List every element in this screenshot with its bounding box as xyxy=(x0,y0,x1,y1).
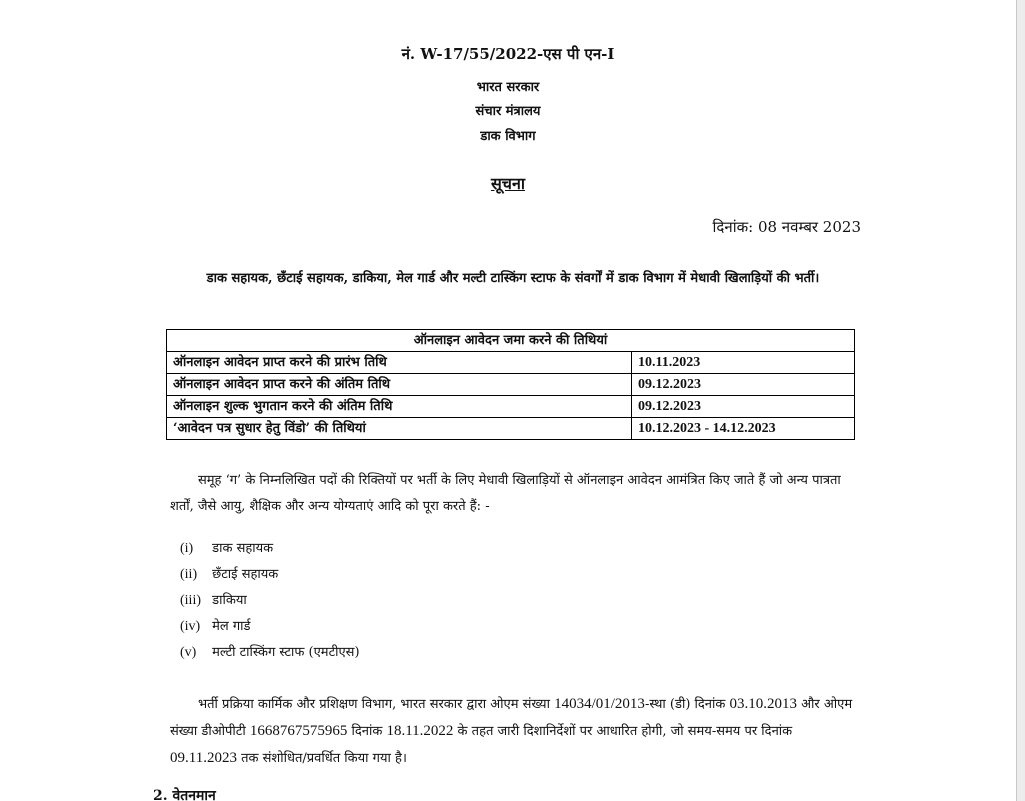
table-row xyxy=(167,396,855,418)
table-row xyxy=(167,352,855,374)
amendment-date: 09.11.2023 xyxy=(170,750,237,766)
posts-list xyxy=(180,536,360,666)
process-text: तक संशोधित/प्रवर्धित किया गया है। xyxy=(236,751,407,766)
table-header-row xyxy=(167,330,855,352)
list-item xyxy=(180,536,360,562)
row-value: 09.12.2023 xyxy=(632,374,855,396)
row-label: ऑनलाइन शुल्क भुगतान करने की अंतिम तिथि xyxy=(167,396,632,418)
list-item xyxy=(180,640,360,666)
list-item-label: डाक सहायक xyxy=(212,541,274,556)
table-row xyxy=(167,418,855,440)
process-text: के तहत जारी दिशानिर्देशों पर आधारित होगी, जो समय-समय पर दिनांक xyxy=(453,724,793,739)
dopt-om-number: 1668767575965 xyxy=(249,723,348,739)
ministry-line: संचार मंत्रालय xyxy=(475,104,541,119)
list-item-number: (iii) xyxy=(180,593,201,608)
reference-number: नं. W-17/55/2022-एस पी एन-I xyxy=(401,45,615,63)
process-paragraph xyxy=(170,691,860,772)
process-text: भर्ती प्रक्रिया कार्मिक और प्रशिक्षण विभाग, भारत सरकार द्वारा ओएम संख्या xyxy=(198,697,555,712)
list-item xyxy=(180,562,360,588)
department-line: डाक विभाग xyxy=(480,129,536,144)
table-row xyxy=(167,374,855,396)
application-dates-table xyxy=(166,329,855,440)
list-item xyxy=(180,614,360,640)
row-label: ऑनलाइन आवेदन प्राप्त करने की प्रारंभ तिथि xyxy=(167,352,632,374)
dopt-om-date: 18.11.2022 xyxy=(386,723,454,739)
invitation-paragraph: समूह ‘ग’ के निम्नलिखित पदों की रिक्तियों पर भर्ती के लिए मेधावी खिलाड़ियों से ऑनलाइन आवेदन आमंत्रित किए जाते हैं जो अन्य पात्रता शर्तों, जैसे आयु, शैक्षिक और अन्य योग्यताएं आदि को पूरा करते हैं: - xyxy=(170,473,841,514)
government-line: भारत सरकार xyxy=(476,80,540,95)
list-item-label: डाकिया xyxy=(212,593,247,608)
process-text: -स्था (डी) दिनांक xyxy=(644,697,730,712)
section-heading-cut: 2. वेतनमान xyxy=(153,788,216,801)
process-text: दिनांक xyxy=(347,724,387,739)
om-date: 03.10.2013 xyxy=(729,696,797,712)
list-item-number: (v) xyxy=(180,645,197,660)
list-item-number: (iv) xyxy=(180,619,201,634)
viewer-gutter xyxy=(1017,0,1025,801)
row-value: 09.12.2023 xyxy=(632,396,855,418)
row-label: ‘आवेदन पत्र सुधार हेतु विंडो’ की तिथियां xyxy=(167,418,632,440)
om-number: 14034/01/2013 xyxy=(554,696,645,712)
list-item-number: (i) xyxy=(180,541,194,556)
row-value: 10.12.2023 - 14.12.2023 xyxy=(632,418,855,440)
list-item xyxy=(180,588,360,614)
list-item-label: मल्टी टास्किंग स्टाफ (एमटीएस) xyxy=(212,645,360,660)
subject-heading: डाक सहायक, छँटाई सहायक, डाकिया, मेल गार्ड और मल्टी टास्किंग स्टाफ के संवर्गों में डाक विभाग में मेधावी खिलाड़ियों की भर्ती। xyxy=(206,271,820,286)
list-item-label: छँटाई सहायक xyxy=(212,567,279,582)
list-item-label: मेल गार्ड xyxy=(212,619,251,634)
notice-date: दिनांक: 08 नवम्बर 2023 xyxy=(712,218,861,236)
process-text: और ओएम संख्या डीओपीटी xyxy=(170,697,853,739)
row-value: 10.11.2023 xyxy=(632,352,855,374)
notice-title: सूचना xyxy=(490,174,525,193)
list-item-number: (ii) xyxy=(180,567,198,582)
row-label: ऑनलाइन आवेदन प्राप्त करने की अंतिम तिथि xyxy=(167,374,632,396)
table-title: ऑनलाइन आवेदन जमा करने की तिथियां xyxy=(167,330,855,352)
